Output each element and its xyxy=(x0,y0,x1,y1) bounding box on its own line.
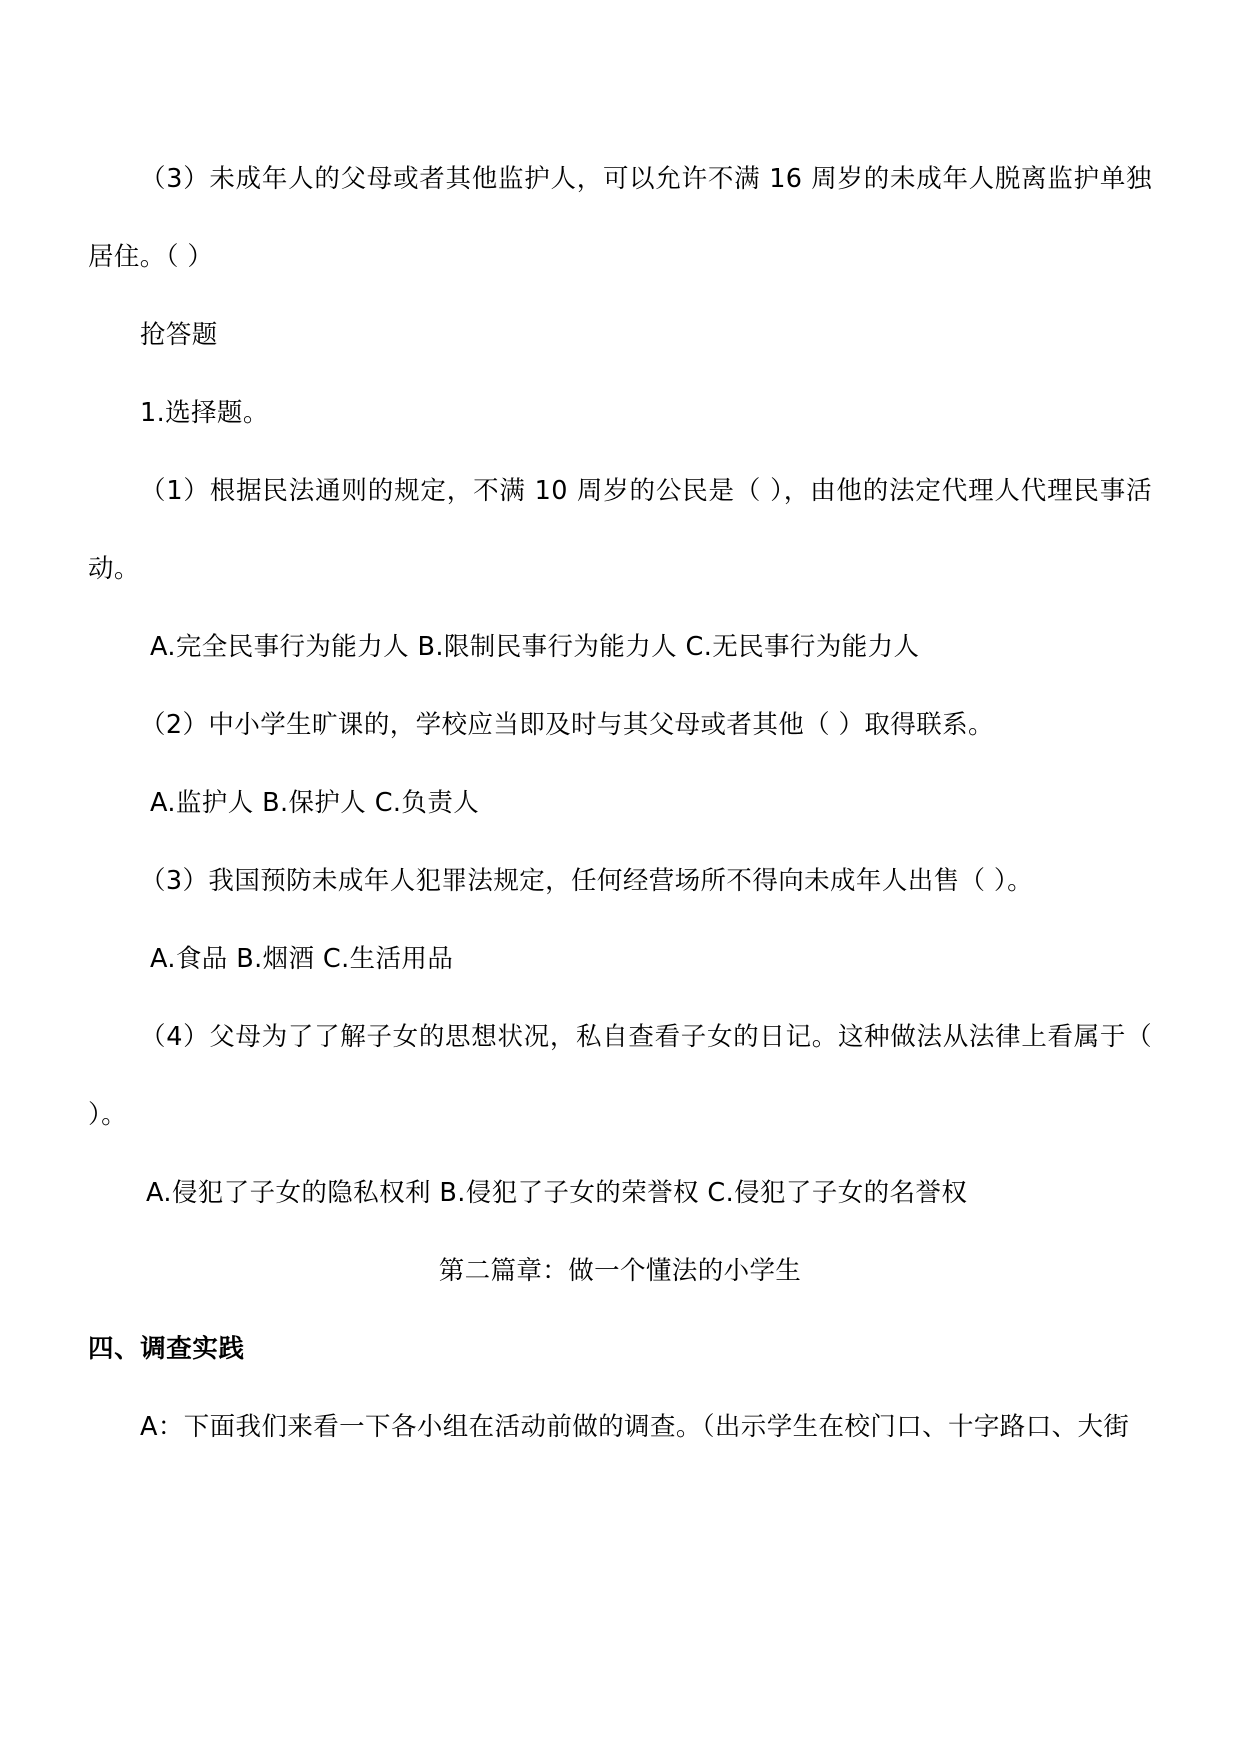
chapter-title: 第二篇章：做一个懂法的小学生 xyxy=(438,1256,802,1286)
paragraph-question-4-stem: （4）父母为了了解子女的思想状况，私自查看子女的日记。这种做法从法律上看属于（ ）。 xyxy=(88,1022,1152,1130)
paragraph-question-4-options: A.侵犯了子女的隐私权利 B.侵犯了子女的荣誉权 C.侵犯了子女的名誉权 xyxy=(146,1178,968,1208)
paragraph-question-3-stem: （3）我国预防未成年人犯罪法规定，任何经营场所不得向未成年人出售（ ）。 xyxy=(140,866,1033,896)
paragraph-question-3-options: A.食品 B.烟酒 C.生活用品 xyxy=(150,944,454,974)
document-body xyxy=(88,140,1152,1466)
paragraph-dialogue-speaker-a: A：下面我们来看一下各小组在活动前做的调查。（出示学生在校门口、十字路口、大街 xyxy=(140,1412,1130,1442)
section-heading-investigation-practice: 四、调查实践 xyxy=(88,1334,245,1364)
paragraph-item-1-title: 1.选择题。 xyxy=(140,398,269,428)
paragraph-question-2-options: A.监护人 B.保护人 C.负责人 xyxy=(150,788,480,818)
paragraph-question-1-options: A.完全民事行为能力人 B.限制民事行为能力人 C.无民事行为能力人 xyxy=(150,632,920,662)
paragraph-section-quick-answer: 抢答题 xyxy=(140,320,218,350)
paragraph-question-1-stem: （1）根据民法通则的规定，不满 10 周岁的公民是（ ），由他的法定代理人代理民事活动。 xyxy=(88,476,1152,584)
paragraph-judgement-question-3: （3）未成年人的父母或者其他监护人，可以允许不满 16 周岁的未成年人脱离监护单独居住。（ ） xyxy=(88,164,1152,272)
paragraph-question-2-stem: （2）中小学生旷课的，学校应当即及时与其父母或者其他（ ）取得联系。 xyxy=(140,710,994,740)
